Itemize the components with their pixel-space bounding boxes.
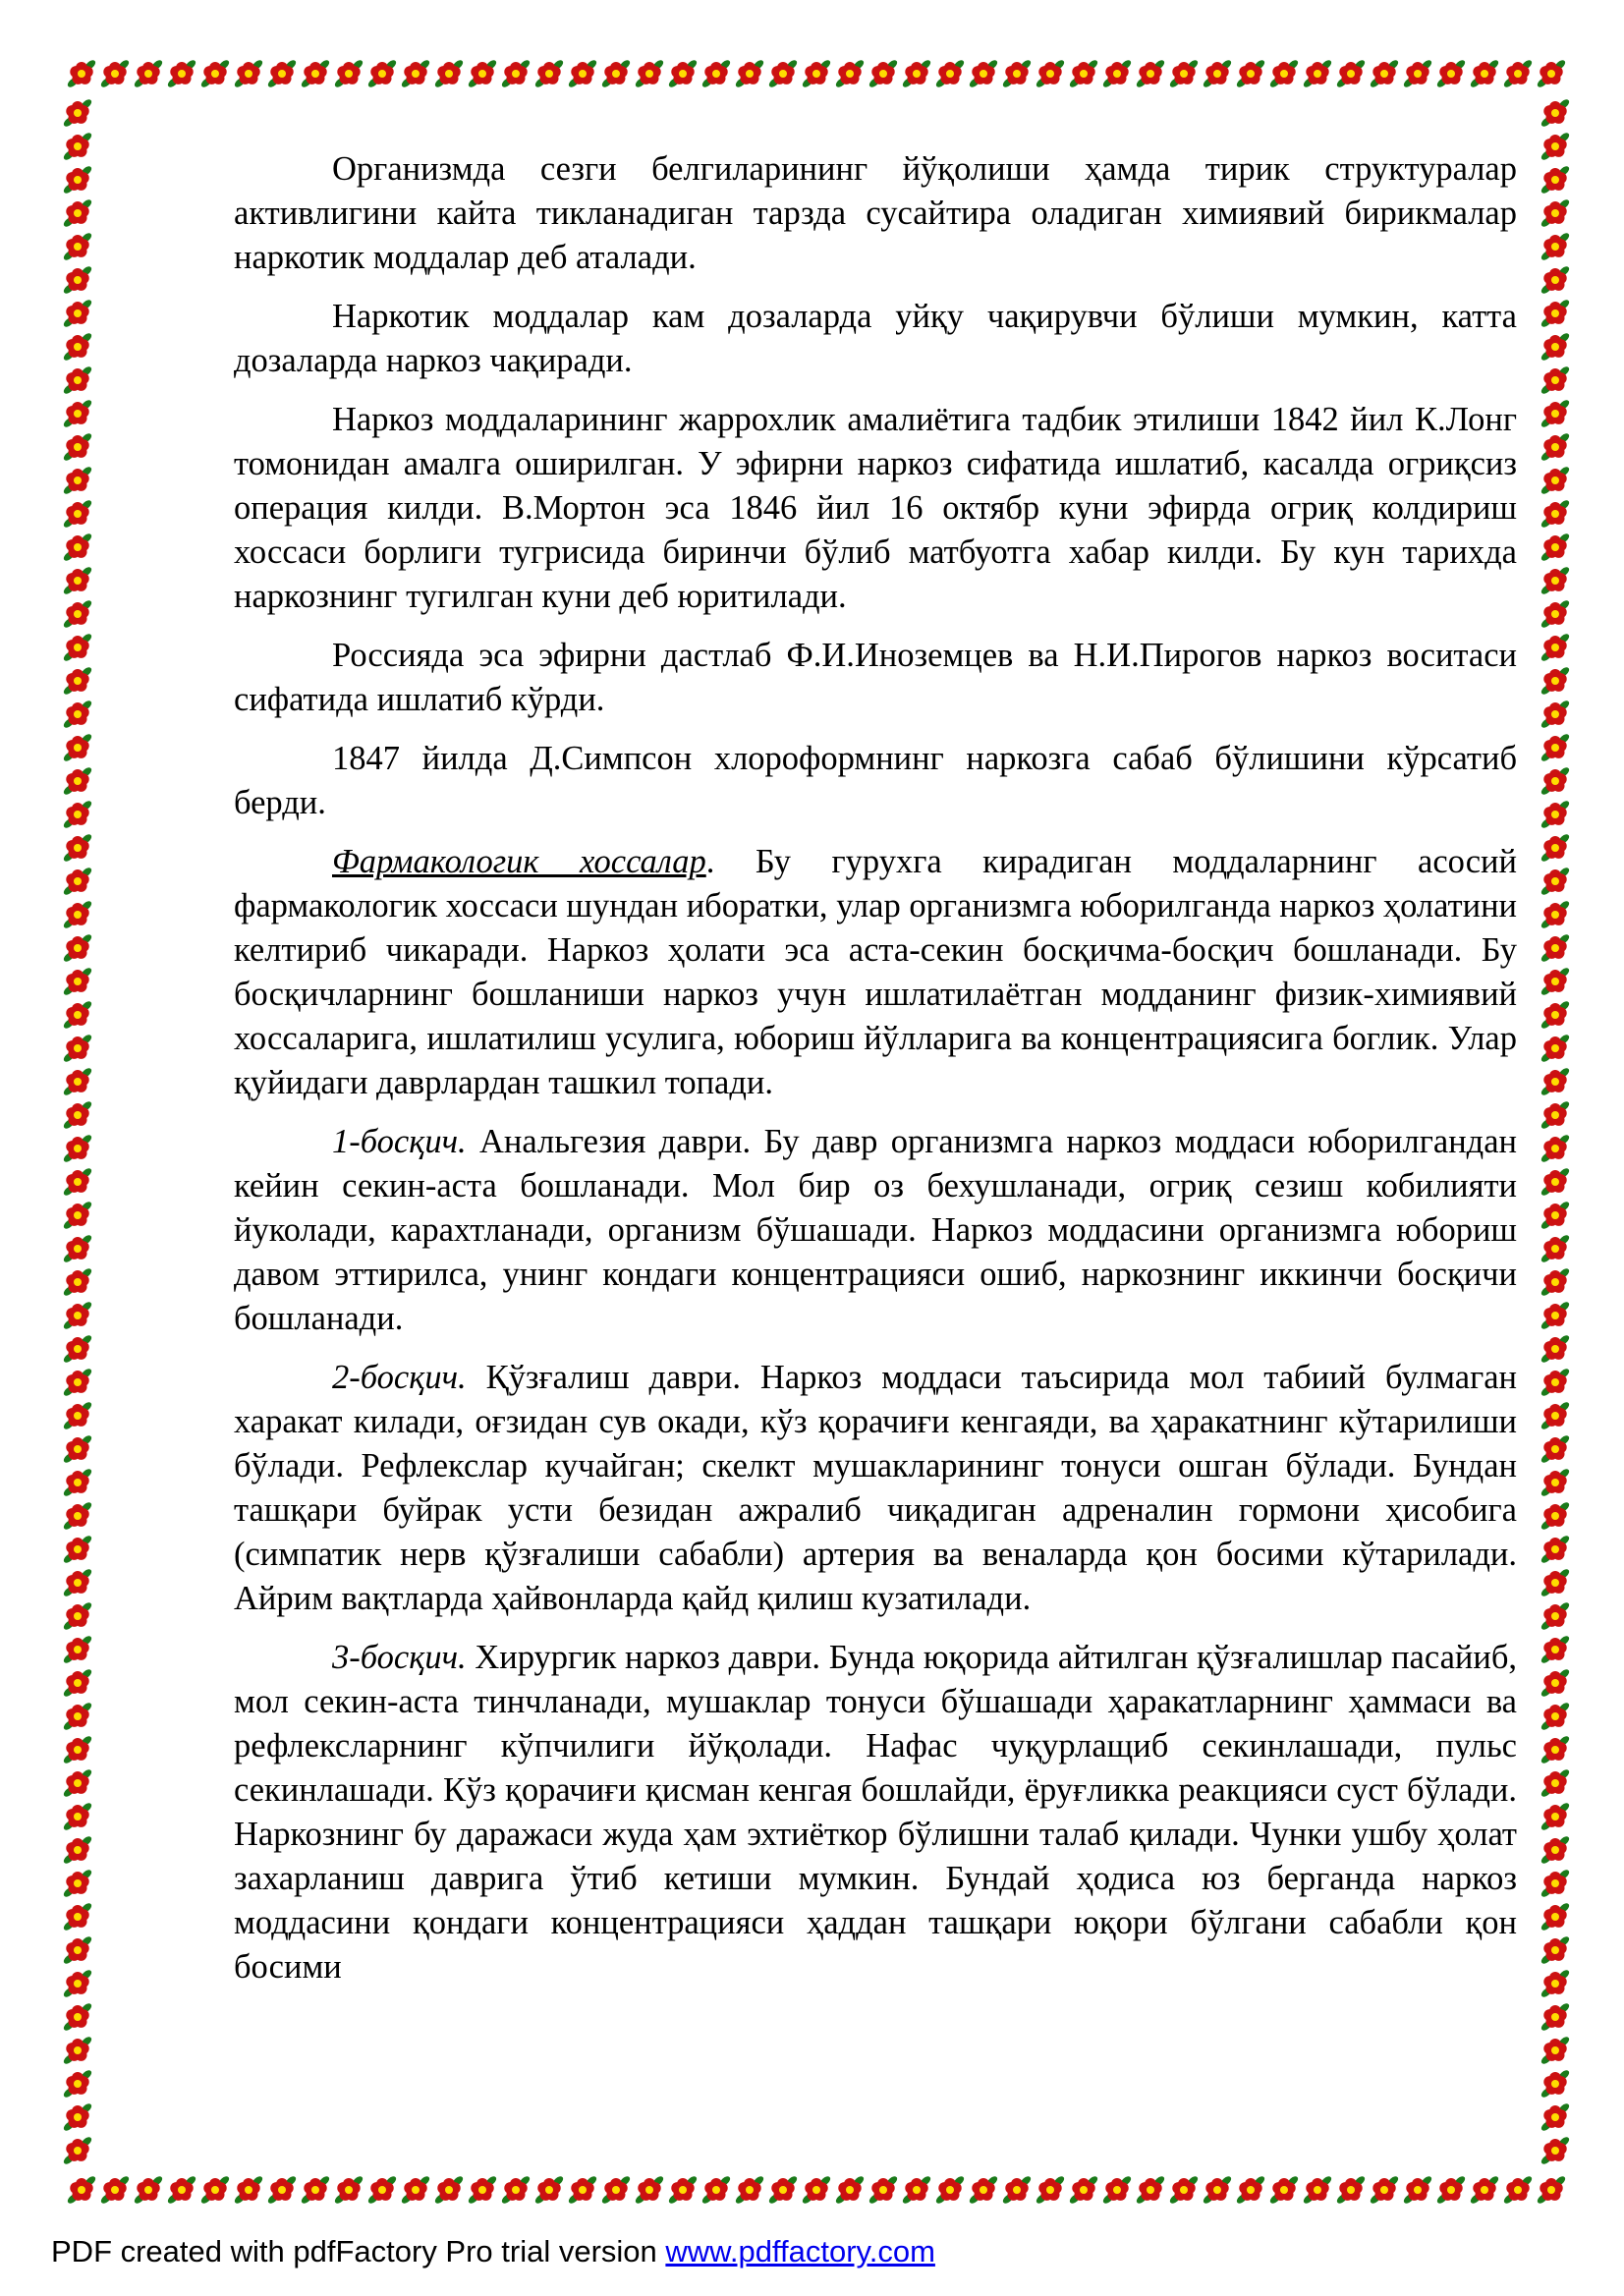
red-flower-icon	[62, 732, 93, 762]
red-flower-icon	[767, 58, 799, 88]
red-flower-icon	[62, 1333, 93, 1364]
red-flower-icon	[62, 1266, 93, 1297]
red-flower-icon	[62, 2101, 93, 2132]
red-flower-icon	[968, 58, 999, 88]
red-flower-icon	[1369, 2174, 1400, 2205]
red-flower-icon	[62, 2135, 93, 2165]
red-flower-icon	[1540, 832, 1571, 863]
red-flower-icon	[62, 832, 93, 863]
red-flower-icon	[1540, 1901, 1571, 1932]
paragraph-lead: 1-босқич.	[332, 1123, 467, 1160]
red-flower-icon	[333, 2174, 364, 2205]
red-flower-icon	[62, 532, 93, 562]
red-flower-icon	[1540, 431, 1571, 462]
red-flower-icon	[500, 58, 532, 88]
red-flower-icon	[62, 1233, 93, 1263]
red-flower-icon	[62, 1500, 93, 1531]
red-flower-icon	[62, 431, 93, 462]
paragraph	[234, 634, 1517, 722]
red-flower-icon	[1540, 1233, 1571, 1263]
red-flower-icon	[62, 331, 93, 362]
red-flower-icon	[1540, 1166, 1571, 1197]
red-flower-icon	[62, 699, 93, 729]
red-flower-icon	[199, 2174, 231, 2205]
red-flower-icon	[1068, 58, 1099, 88]
red-flower-icon	[433, 58, 465, 88]
red-flower-icon	[62, 465, 93, 495]
paragraph	[234, 398, 1517, 619]
red-flower-icon	[1202, 2174, 1233, 2205]
red-flower-icon	[333, 58, 364, 88]
red-flower-icon	[62, 1600, 93, 1631]
red-flower-icon	[62, 1534, 93, 1564]
red-flower-icon	[233, 2174, 264, 2205]
red-flower-icon	[1302, 2174, 1333, 2205]
red-flower-icon	[1540, 364, 1571, 395]
paragraph-text: Наркоз моддаларининг жаррохлик амалиётига тадбик этилиши 1842 йил К.Лонг томонидан амалга оширилган. У эфирни наркоз сифатида ишлатиб, касалда огриқсиз операция килди. В.Мортон эса 1846 йил 16 октябр куни эфирда огриқ колдириш хоссаси борлиги тугрисида биринчи бўлиб матбуотга хабар килди. Бу кун тарихда наркознинг тугилган куни деб юритилади.	[234, 401, 1517, 615]
red-flower-icon	[62, 1300, 93, 1330]
red-flower-icon	[1001, 2174, 1033, 2205]
red-flower-icon	[1068, 2174, 1099, 2205]
footer-text: PDF created with pdfFactory Pro trial version	[51, 2234, 666, 2268]
red-flower-icon	[62, 1968, 93, 1998]
red-flower-icon	[1540, 598, 1571, 629]
red-flower-icon	[1540, 2101, 1571, 2132]
red-flower-icon	[1540, 97, 1571, 128]
red-flower-icon	[1540, 1834, 1571, 1865]
red-flower-icon	[62, 1734, 93, 1764]
red-flower-icon	[1540, 1133, 1571, 1163]
red-flower-icon	[1540, 131, 1571, 161]
red-flower-icon	[62, 1099, 93, 1130]
red-flower-icon	[533, 2174, 565, 2205]
red-flower-icon	[1540, 1099, 1571, 1130]
red-flower-icon	[62, 97, 93, 128]
red-flower-icon	[1268, 2174, 1300, 2205]
red-flower-icon	[62, 2035, 93, 2065]
red-flower-icon	[968, 2174, 999, 2205]
red-flower-icon	[62, 164, 93, 195]
red-flower-icon	[62, 1868, 93, 1898]
paragraph-text: Россияда эса эфирни дастлаб Ф.И.Иноземцев ва Н.И.Пирогов наркоз воситаси сифатида ишлатиб кўрди.	[234, 637, 1517, 718]
red-flower-icon	[1540, 799, 1571, 829]
red-flower-icon	[934, 58, 966, 88]
red-flower-icon	[1435, 58, 1467, 88]
red-flower-icon	[1540, 1701, 1571, 1731]
red-flower-icon	[1540, 1634, 1571, 1664]
red-flower-icon	[62, 197, 93, 228]
red-flower-icon	[1540, 1200, 1571, 1230]
red-flower-icon	[300, 58, 331, 88]
red-flower-icon	[1536, 58, 1567, 88]
red-flower-icon	[1540, 932, 1571, 963]
red-flower-icon	[1540, 465, 1571, 495]
red-flower-icon	[1540, 2068, 1571, 2099]
paragraph	[234, 295, 1517, 383]
red-flower-icon	[801, 2174, 832, 2205]
red-flower-icon	[62, 1767, 93, 1798]
red-flower-icon	[1540, 1534, 1571, 1564]
red-flower-icon	[1369, 58, 1400, 88]
red-flower-icon	[868, 58, 899, 88]
red-flower-icon	[1540, 1467, 1571, 1497]
red-flower-icon	[467, 2174, 498, 2205]
red-flower-icon	[1540, 1066, 1571, 1096]
red-flower-icon	[1540, 1033, 1571, 1063]
flower-border-right	[1539, 90, 1572, 2173]
red-flower-icon	[62, 1033, 93, 1063]
red-flower-icon	[62, 1133, 93, 1163]
paragraph-text: Организмда сезги белгиларининг йўқолиши ҳамда тирик структуралар активлигини кайта тикланадиган тарзда сусайтира оладиган химиявий бирикмалар наркотик моддалар деб аталади.	[234, 150, 1517, 276]
red-flower-icon	[1502, 2174, 1534, 2205]
red-flower-icon	[62, 498, 93, 529]
red-flower-icon	[266, 2174, 298, 2205]
red-flower-icon	[366, 58, 398, 88]
red-flower-icon	[62, 899, 93, 929]
red-flower-icon	[801, 58, 832, 88]
red-flower-icon	[62, 1901, 93, 1932]
red-flower-icon	[1540, 632, 1571, 662]
red-flower-icon	[1540, 1801, 1571, 1831]
red-flower-icon	[567, 2174, 598, 2205]
red-flower-icon	[433, 2174, 465, 2205]
red-flower-icon	[62, 1567, 93, 1597]
red-flower-icon	[62, 1634, 93, 1664]
red-flower-icon	[62, 1066, 93, 1096]
red-flower-icon	[1540, 966, 1571, 996]
red-flower-icon	[1469, 58, 1500, 88]
red-flower-icon	[567, 58, 598, 88]
red-flower-icon	[133, 2174, 164, 2205]
red-flower-icon	[62, 1200, 93, 1230]
red-flower-icon	[1235, 58, 1266, 88]
red-flower-icon	[1135, 2174, 1166, 2205]
red-flower-icon	[1540, 1400, 1571, 1430]
red-flower-icon	[62, 1166, 93, 1197]
red-flower-icon	[1168, 58, 1200, 88]
paragraph	[234, 1636, 1517, 1989]
red-flower-icon	[99, 2174, 131, 2205]
red-flower-icon	[1035, 2174, 1066, 2205]
red-flower-icon	[634, 58, 665, 88]
red-flower-icon	[400, 2174, 431, 2205]
flower-border-top	[61, 57, 1572, 90]
red-flower-icon	[62, 264, 93, 295]
red-flower-icon	[62, 1467, 93, 1497]
paragraph	[234, 840, 1517, 1105]
red-flower-icon	[1540, 1333, 1571, 1364]
red-flower-icon	[1540, 1968, 1571, 1998]
paragraph-lead: 3-босқич.	[332, 1639, 467, 1676]
red-flower-icon	[62, 364, 93, 395]
red-flower-icon	[1540, 1734, 1571, 1764]
red-flower-icon	[1540, 1667, 1571, 1698]
red-flower-icon	[62, 1367, 93, 1397]
red-flower-icon	[400, 58, 431, 88]
red-flower-icon	[700, 2174, 732, 2205]
paragraph-text: Наркотик моддалар кам дозаларда уйқу чақирувчи бўлиши мумкин, катта дозаларда наркоз чақиради.	[234, 298, 1517, 379]
red-flower-icon	[1268, 58, 1300, 88]
red-flower-icon	[1540, 1868, 1571, 1898]
red-flower-icon	[1202, 58, 1233, 88]
red-flower-icon	[62, 565, 93, 595]
red-flower-icon	[1540, 298, 1571, 328]
red-flower-icon	[62, 298, 93, 328]
red-flower-icon	[62, 231, 93, 261]
red-flower-icon	[1435, 2174, 1467, 2205]
red-flower-icon	[1540, 197, 1571, 228]
paragraph	[234, 737, 1517, 825]
red-flower-icon	[1540, 1433, 1571, 1464]
red-flower-icon	[233, 58, 264, 88]
red-flower-icon	[1540, 1767, 1571, 1798]
red-flower-icon	[62, 799, 93, 829]
red-flower-icon	[868, 2174, 899, 2205]
red-flower-icon	[1402, 2174, 1433, 2205]
red-flower-icon	[834, 58, 866, 88]
red-flower-icon	[62, 2001, 93, 2032]
red-flower-icon	[1101, 2174, 1133, 2205]
red-flower-icon	[1540, 498, 1571, 529]
red-flower-icon	[66, 2174, 97, 2205]
red-flower-icon	[62, 932, 93, 963]
red-flower-icon	[1502, 58, 1534, 88]
paragraph-lead: 2-босқич.	[332, 1359, 467, 1396]
red-flower-icon	[1540, 1300, 1571, 1330]
red-flower-icon	[62, 1834, 93, 1865]
red-flower-icon	[62, 1801, 93, 1831]
red-flower-icon	[1540, 331, 1571, 362]
red-flower-icon	[1540, 1934, 1571, 1965]
red-flower-icon	[1540, 1600, 1571, 1631]
red-flower-icon	[62, 999, 93, 1030]
red-flower-icon	[1540, 164, 1571, 195]
red-flower-icon	[600, 58, 632, 88]
red-flower-icon	[634, 2174, 665, 2205]
red-flower-icon	[62, 1400, 93, 1430]
red-flower-icon	[767, 2174, 799, 2205]
footer-link[interactable]: www.pdffactory.com	[665, 2234, 935, 2268]
document-body	[234, 147, 1517, 2004]
red-flower-icon	[1168, 2174, 1200, 2205]
paragraph-text: Хирургик наркоз даври. Бунда юқорида айтилган қўзғалишлар пасайиб, мол секин-аста тинчланади, мушаклар тонуси бўшашади ҳаракатларнинг ҳаммаси ва рефлексларнинг кўпчилиги йўқолади. Нафас чуқурлащиб секинлашади, пульс секинлашади. Кўз қорачиғи қисман кенгая бошлайди, ёруғликка реакцияси суст бўлади. Наркознинг бу даражаси жуда ҳам эхтиёткор бўлишни талаб қилади. Чунки ушбу ҳолат захарланиш даврига ўтиб кетиши мумкин. Бундай ҳодиса юз берганда наркоз моддасини қондаги концентрацияси ҳаддан ташқари юқори бўлгани сабабли қон босими	[234, 1639, 1517, 1986]
flower-border-bottom	[61, 2173, 1572, 2207]
red-flower-icon	[901, 58, 932, 88]
paragraph-text: . Бу гурухга кирадиган моддаларнинг асосий фармакологик хоссаси шундан иборатки, улар организмга юборилганда наркоз ҳолатини келтириб чикаради. Наркоз ҳолати эса аста-секин босқичма-босқич бошланади. Бу босқичларнинг бошланиши наркоз учун ишлатилаётган модданинг физик-химиявий хоссаларига, ишлатилиш усулига, юбориш йўлларига ва концентрациясига боглик. Улар қуйидаги даврлардан ташкил топади.	[234, 843, 1517, 1101]
red-flower-icon	[62, 1433, 93, 1464]
red-flower-icon	[62, 665, 93, 696]
red-flower-icon	[166, 2174, 197, 2205]
red-flower-icon	[99, 58, 131, 88]
red-flower-icon	[1469, 2174, 1500, 2205]
red-flower-icon	[934, 2174, 966, 2205]
red-flower-icon	[62, 598, 93, 629]
paragraph-text: 1847 йилда Д.Симпсон хлороформнинг наркозга сабаб бўлишини кўрсатиб берди.	[234, 740, 1517, 821]
red-flower-icon	[1302, 58, 1333, 88]
red-flower-icon	[1540, 699, 1571, 729]
red-flower-icon	[1540, 2135, 1571, 2165]
red-flower-icon	[1540, 899, 1571, 929]
red-flower-icon	[1001, 58, 1033, 88]
red-flower-icon	[734, 2174, 765, 2205]
red-flower-icon	[62, 765, 93, 796]
paragraph-lead: Фармакологик хоссалар	[332, 843, 706, 880]
red-flower-icon	[1235, 2174, 1266, 2205]
flower-border-left	[61, 90, 94, 2173]
red-flower-icon	[1335, 58, 1367, 88]
red-flower-icon	[62, 632, 93, 662]
red-flower-icon	[1135, 58, 1166, 88]
red-flower-icon	[62, 966, 93, 996]
red-flower-icon	[66, 58, 97, 88]
red-flower-icon	[1540, 565, 1571, 595]
red-flower-icon	[62, 1701, 93, 1731]
red-flower-icon	[700, 58, 732, 88]
red-flower-icon	[1540, 231, 1571, 261]
red-flower-icon	[1402, 58, 1433, 88]
paragraph	[234, 147, 1517, 280]
red-flower-icon	[62, 866, 93, 896]
red-flower-icon	[1540, 866, 1571, 896]
red-flower-icon	[467, 58, 498, 88]
paragraph	[234, 1356, 1517, 1621]
red-flower-icon	[1536, 2174, 1567, 2205]
red-flower-icon	[62, 131, 93, 161]
red-flower-icon	[1540, 732, 1571, 762]
red-flower-icon	[62, 1934, 93, 1965]
red-flower-icon	[1540, 264, 1571, 295]
red-flower-icon	[300, 2174, 331, 2205]
red-flower-icon	[1540, 1500, 1571, 1531]
red-flower-icon	[734, 58, 765, 88]
red-flower-icon	[667, 2174, 699, 2205]
red-flower-icon	[1540, 1367, 1571, 1397]
red-flower-icon	[1035, 58, 1066, 88]
red-flower-icon	[1540, 2001, 1571, 2032]
red-flower-icon	[1540, 1266, 1571, 1297]
red-flower-icon	[133, 58, 164, 88]
red-flower-icon	[266, 58, 298, 88]
red-flower-icon	[600, 2174, 632, 2205]
red-flower-icon	[834, 2174, 866, 2205]
red-flower-icon	[1540, 2035, 1571, 2065]
red-flower-icon	[62, 398, 93, 428]
red-flower-icon	[667, 58, 699, 88]
red-flower-icon	[1540, 398, 1571, 428]
red-flower-icon	[1540, 665, 1571, 696]
red-flower-icon	[1101, 58, 1133, 88]
red-flower-icon	[901, 2174, 932, 2205]
red-flower-icon	[199, 58, 231, 88]
red-flower-icon	[1540, 999, 1571, 1030]
red-flower-icon	[62, 1667, 93, 1698]
paragraph-text: Қўзғалиш даври. Наркоз моддаси таъсирида мол табиий булмаган харакат килади, оғзидан сув окади, кўз қорачиғи кенгаяди, ва ҳаракатнинг кўтарилиши бўлади. Рефлекслар кучайган; скелкт мушакларининг тонуси ошган бўлади. Бундан ташқари буйрак усти безидан ажралиб чиқадиган адреналин гормони ҳисобига (симпатик нерв қўзғалиши сабабли) артерия ва веналарда қон босими кўтарилади. Айрим вақтларда ҳайвонларда қайд қилиш кузатилади.	[234, 1359, 1517, 1617]
red-flower-icon	[366, 2174, 398, 2205]
red-flower-icon	[1540, 765, 1571, 796]
paragraph-text: Анальгезия даври. Бу давр организмга наркоз моддаси юборилгандан кейин секин-аста бошланади. Мол бир оз бехушланади, огриқ сезиш кобилияти йуколади, карахтланади, организм бўшашади. Наркоз моддасини организмга юбориш давом эттирилса, унинг кондаги концентрацияси ошиб, наркознинг иккинчи босқичи бошланади.	[234, 1123, 1517, 1337]
red-flower-icon	[62, 2068, 93, 2099]
red-flower-icon	[500, 2174, 532, 2205]
red-flower-icon	[533, 58, 565, 88]
pdf-footer	[51, 2234, 935, 2269]
red-flower-icon	[166, 58, 197, 88]
paragraph	[234, 1120, 1517, 1341]
red-flower-icon	[1540, 532, 1571, 562]
red-flower-icon	[1540, 1567, 1571, 1597]
red-flower-icon	[1335, 2174, 1367, 2205]
